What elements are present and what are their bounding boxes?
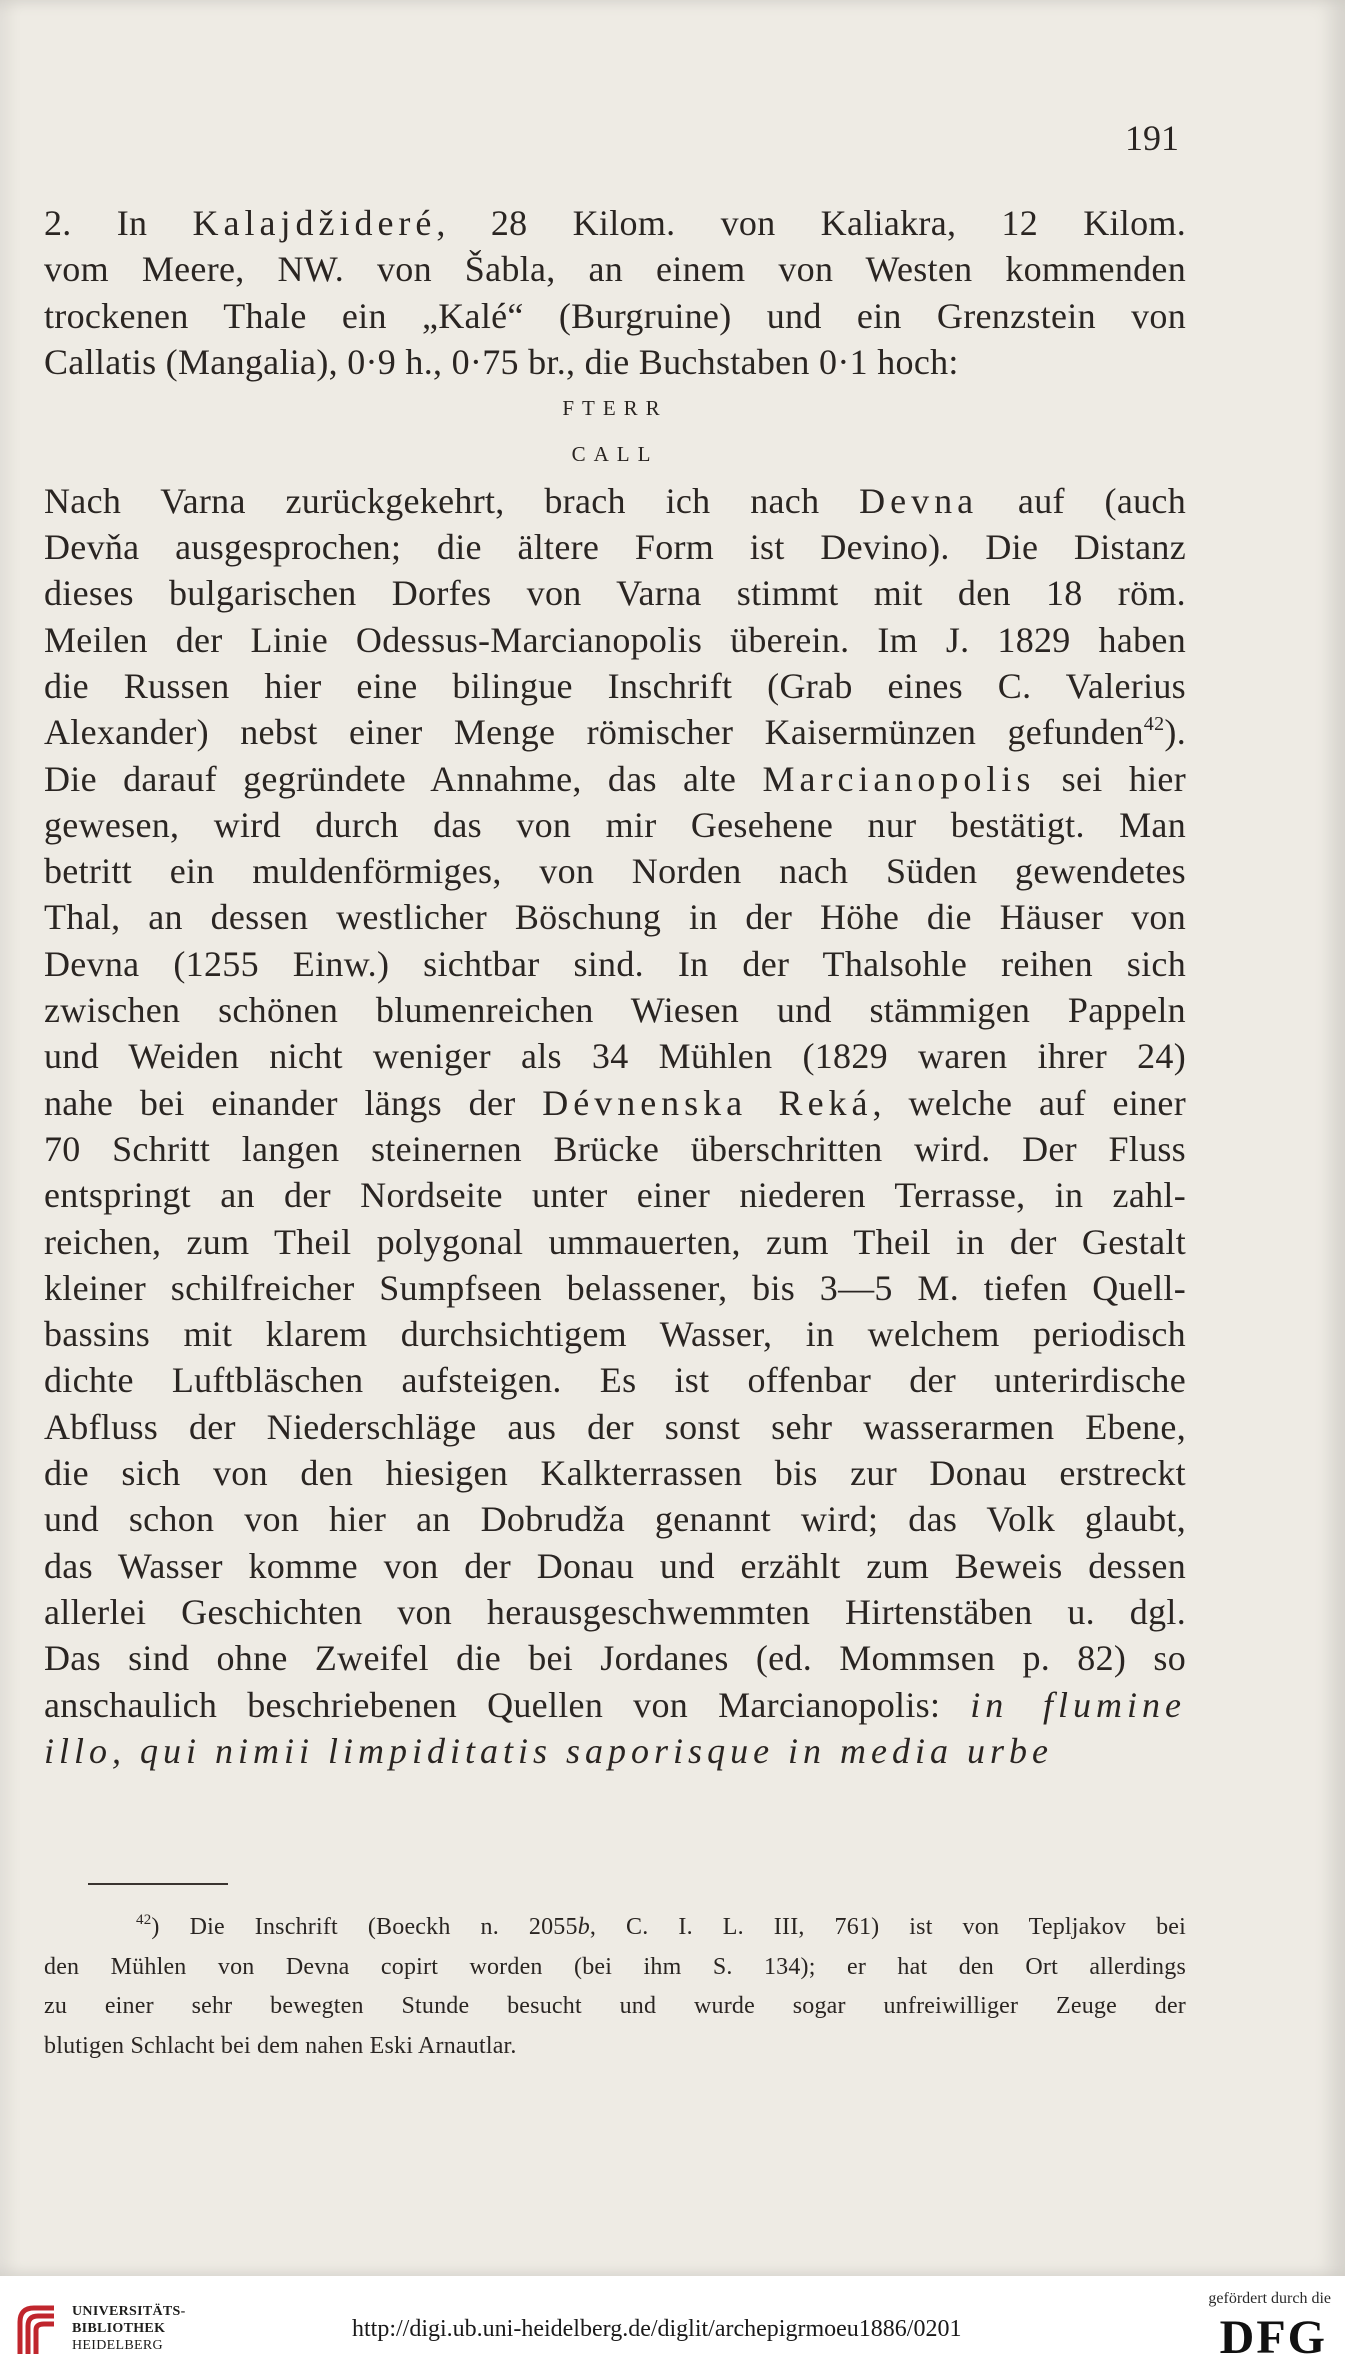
text-run: Devna (1255 Einw.) sichtbar sind. In der Thalsohle reihen sich: [44, 943, 1186, 984]
body-line: [44, 1265, 1186, 1311]
text-run: CALL: [571, 442, 659, 467]
text-run: auf (auch: [978, 480, 1186, 521]
text-run: vom Meere, NW. von Šabla, an einem von Westen kommenden: [44, 249, 1186, 290]
text-run: und schon von hier an Dobrudža genannt wird; das Volk glaubt,: [44, 1499, 1186, 1540]
library-name-line: UNIVERSITÄTS-: [72, 2304, 186, 2319]
footnote-line: [44, 2027, 1186, 2067]
body-line: [44, 894, 1186, 940]
body-line: [44, 524, 1186, 570]
text-run: die sich von den hiesigen Kalkterrassen bis zur Donau erstreckt: [44, 1453, 1186, 1494]
text-run: Abfluss der Niederschläge aus der sonst sehr wasserarmen Ebene,: [44, 1406, 1186, 1447]
text-run: kleiner schilfreicher Sumpfseen belassener, bis 3—5 M. tiefen Quell-: [44, 1267, 1186, 1308]
text-run: Kalajdžideré: [192, 203, 437, 243]
page-number: 191: [1125, 118, 1179, 158]
body-line: [44, 802, 1186, 848]
body-line: [44, 756, 1186, 802]
text-run: den Mühlen von Devna copirt worden (bei ihm S. 134); er hat den Ort allerdings: [44, 1953, 1186, 1980]
body-line: [44, 1033, 1186, 1079]
text-run: 70 Schritt langen steinernen Brücke überschritten wird. Der Fluss: [44, 1128, 1186, 1169]
text-run: ).: [1164, 712, 1186, 753]
library-name-line: HEIDELBERG: [72, 2338, 163, 2353]
text-run: bassins mit klarem durchsichtigem Wasser, in welchem periodisch: [44, 1314, 1186, 1355]
text-run: Das sind ohne Zweifel die bei Jordanes (ed. Mommsen p. 82) so: [44, 1638, 1186, 1679]
text-run: FTERR: [562, 396, 668, 421]
body-line: [44, 570, 1186, 616]
library-name-line: BIBLIOTHEK: [72, 2321, 166, 2336]
text-run: gewesen, wird durch das von mir Gesehene nur bestätigt. Man: [44, 804, 1186, 845]
funding-caption: gefördert durch die: [1208, 2290, 1331, 2307]
body-line: [44, 1126, 1186, 1172]
body-line: [44, 1496, 1186, 1542]
text-run: dieses bulgarischen Dorfes von Varna stimmt mit den 18 röm.: [44, 573, 1186, 614]
text-run: und Weiden nicht weniger als 34 Mühlen (1829 waren ihrer 24): [44, 1036, 1186, 1077]
body-line: [44, 1080, 1186, 1126]
body-line: [44, 987, 1186, 1033]
permalink-url[interactable]: http://digi.ub.uni-heidelberg.de/diglit/archepigrmoeu1886/0201: [352, 2316, 962, 2342]
footnote: [44, 1908, 1186, 2066]
body-line: [44, 1682, 1186, 1728]
text-run: trockenen Thale ein „Kalé“ (Burgruine) und ein Grenzstein von: [44, 295, 1186, 336]
text-run: zu einer sehr bewegten Stunde besucht und wurde sogar unfreiwilliger Zeuge der: [44, 1993, 1186, 2019]
dfg-logo: DFG: [1219, 2311, 1327, 2364]
text-run: in flumine: [970, 1684, 1186, 1725]
text-run: Die darauf gegründete Annahme, das alte: [44, 758, 763, 799]
text-run: 42: [136, 1912, 152, 1928]
body-line: [44, 1543, 1186, 1589]
text-run: ) Die Inschrift (Boeckh n. 2055: [151, 1914, 578, 1940]
library-logo-icon: [14, 2300, 62, 2360]
text-run: Thal, an dessen westlicher Böschung in der Höhe die Häuser von: [44, 897, 1186, 938]
text-run: allerlei Geschichten von herausgeschwemmten Hirtenstäben u. dgl.: [44, 1591, 1186, 1632]
text-run: 2. In: [44, 203, 193, 243]
text-run: , C. I. L. III, 761) ist von Tepljakov bei: [589, 1914, 1186, 1940]
text-run: dichte Luftbläschen aufsteigen. Es ist offenbar der unterirdische: [44, 1360, 1186, 1401]
text-run: zwischen schönen blumenreichen Wiesen und stämmigen Pappeln: [44, 990, 1186, 1031]
body-line: [44, 1635, 1186, 1681]
library-name: [72, 2303, 186, 2354]
body-line: [44, 1728, 1186, 1774]
body-line: [44, 1589, 1186, 1635]
body-line: [44, 200, 1186, 246]
text-run: Meilen der Linie Odessus-Marcianopolis überein. Im J. 1829 haben: [44, 619, 1186, 660]
text-run: sei hier: [1035, 758, 1186, 799]
text-run: Marcianopolis: [762, 758, 1036, 799]
body-line: [44, 478, 1186, 524]
text-run: nahe bei einander längs der: [44, 1082, 543, 1123]
text-run: blutigen Schlacht bei dem nahen Eski Arnautlar.: [44, 2032, 517, 2059]
text-run: Devňa ausgesprochen; die ältere Form ist Devino). Die Distanz: [44, 527, 1186, 568]
footnote-line: [44, 1987, 1186, 2027]
text-run: 42: [1143, 713, 1165, 736]
body-line: [44, 293, 1186, 339]
body-line: [44, 385, 1186, 431]
text-run: das Wasser komme von der Donau und erzählt zum Beweis dessen: [44, 1545, 1186, 1586]
body-line: [44, 431, 1186, 477]
body-line: [44, 1357, 1186, 1403]
body-line: [44, 848, 1186, 894]
body-line: [44, 663, 1186, 709]
body-text: [44, 200, 1186, 1774]
body-line: [44, 1219, 1186, 1265]
text-run: entspringt an der Nordseite unter einer niederen Terrasse, in zahl-: [44, 1175, 1186, 1216]
body-line: [44, 246, 1186, 292]
text-run: reichen, zum Theil polygonal ummauerten, zum Theil in der Gestalt: [44, 1221, 1186, 1262]
text-run: Devna: [859, 480, 979, 521]
body-line: [44, 1450, 1186, 1496]
footnote-line: [44, 1908, 1186, 1948]
text-run: Callatis (Mangalia), 0·9 h., 0·75 br., die Buchstaben 0·1 hoch:: [44, 341, 959, 382]
body-line: [44, 1404, 1186, 1450]
body-line: [44, 1172, 1186, 1218]
body-line: [44, 941, 1186, 987]
text-run: Nach Varna zurückgekehrt, brach ich nach: [44, 480, 860, 521]
text-run: , welche auf einer: [872, 1082, 1186, 1123]
text-run: die Russen hier eine bilingue Inschrift (Grab eines C. Valerius: [44, 665, 1186, 706]
body-line: [44, 709, 1186, 755]
text-run: illo, qui nimii limpiditatis saporisque in media urbe: [44, 1730, 1054, 1771]
text-run: betritt ein muldenförmiges, von Norden nach Süden gewendetes: [44, 851, 1186, 892]
body-line: [44, 1311, 1186, 1357]
footnote-divider: [88, 1883, 228, 1885]
footnote-line: [44, 1948, 1186, 1988]
text-run: anschaulich beschriebenen Quellen von Marcianopolis:: [44, 1684, 971, 1725]
text-run: Dévnenska Reká: [542, 1082, 873, 1123]
text-run: , 28 Kilom. von Kaliakra, 12 Kilom.: [436, 203, 1186, 243]
text-run: b: [577, 1914, 590, 1940]
body-line: [44, 339, 1186, 385]
text-run: Alexander) nebst einer Menge römischer Kaisermünzen gefunden: [44, 712, 1144, 753]
body-line: [44, 617, 1186, 663]
